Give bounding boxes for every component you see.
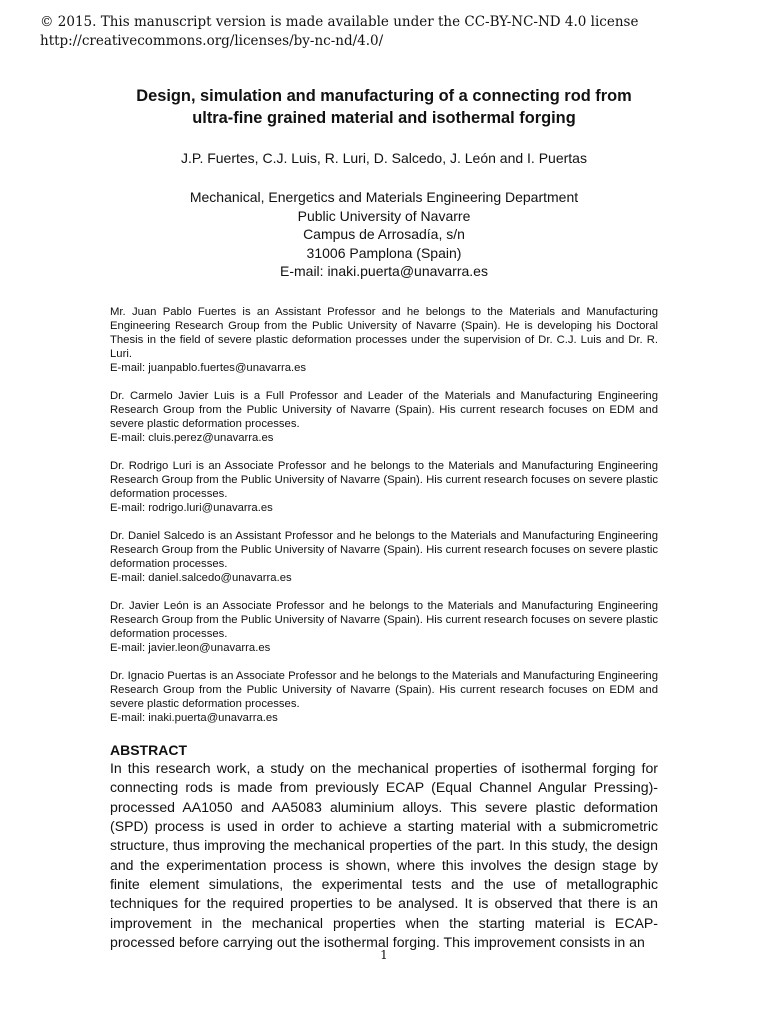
abstract-body: In this research work, a study on the mechanical properties of isothermal forging for connecting rods is made from previously ECAP (Equal Channel Angular Pressing)-processed AA1050 and AA5083 aluminium alloys. This severe plastic deformation (SPD) process is used in order to achieve a starting material with a submicrometric structure, thus improving the mechanical properties of the part. In this study, the design and the experimentation process is shown, where this involves the design stage by finite element simulations, the experimental tests and the use of metallographic techniques for the required properties to be analysed. It is observed that there is an improvement in the mechanical properties when the starting material is ECAP-processed before carrying out the isothermal forging. This improvement consists in an (110, 760, 658, 951)
bio-text: Dr. Daniel Salcedo is an Assistant Professor and he belongs to the Materials and Manufacturing Engineering Research Group from the Public University of Navarre (Spain). His current research focuses on severe plastic deformation processes. (110, 530, 658, 570)
affiliation-university: Public University of Navarre (297, 207, 471, 224)
author-bio (110, 305, 658, 375)
affiliation-campus: Campus de Arrosadía, s/n (303, 226, 465, 242)
bio-email: E-mail: javier.leon@unavarra.es (110, 642, 271, 654)
bio-email: E-mail: juanpablo.fuertes@unavarra.es (110, 362, 307, 374)
bio-text: Dr. Ignacio Puertas is an Associate Professor and he belongs to the Materials and Manufacturing Engineering Research Group from the Public University of Navarre (Spain). His current research focuses on EDM and severe plastic deformation processes. (110, 670, 658, 710)
bio-text: Dr. Rodrigo Luri is an Associate Professor and he belongs to the Materials and Manufacturing Engineering Research Group from the Public University of Navarre (Spain). His current research focuses on severe plastic deformation processes. (110, 460, 658, 500)
author-bio (110, 389, 658, 445)
license-url: http://creativecommons.org/licenses/by-nc-nd/4.0/ (40, 33, 384, 49)
author-bio (110, 529, 658, 585)
author-bio (110, 669, 658, 725)
title-line-1: Design, simulation and manufacturing of a connecting rod from (136, 87, 632, 105)
title-line-2: ultra-fine grained material and isothermal forging (192, 109, 576, 127)
license-notice (40, 13, 638, 51)
abstract-heading: ABSTRACT (110, 742, 187, 758)
author-list: J.P. Fuertes, C.J. Luis, R. Luri, D. Salcedo, J. León and I. Puertas (181, 150, 587, 166)
affiliation-email: E-mail: inaki.puerta@unavarra.es (280, 263, 488, 279)
page-number: 1 (380, 948, 388, 962)
affiliation-department: Mechanical, Energetics and Materials Engineering Department (189, 189, 579, 205)
author-bio (110, 459, 658, 515)
bio-text: Dr. Javier León is an Associate Professor and he belongs to the Materials and Manufacturing Engineering Research Group from the Public University of Navarre (Spain). His current research focuses on severe plastic deformation processes. (110, 600, 658, 640)
bio-email: E-mail: inaki.puerta@unavarra.es (110, 712, 278, 724)
affiliation-block (80, 188, 688, 281)
affiliation-city: 31006 Pamplona (Spain) (306, 244, 462, 261)
bio-email: E-mail: daniel.salcedo@unavarra.es (110, 572, 292, 584)
bio-text: Dr. Carmelo Javier Luis is a Full Professor and Leader of the Materials and Manufacturing Engineering Research Group from the Public University of Navarre (Spain). His current research focuses on EDM and severe plastic deformation processes. (110, 390, 658, 430)
bio-email: E-mail: rodrigo.luri@unavarra.es (110, 502, 273, 514)
bio-email: E-mail: cluis.perez@unavarra.es (110, 432, 274, 444)
license-statement: © 2015. This manuscript version is made available under the CC-BY-NC-ND 4.0 license (40, 14, 639, 30)
paper-title (80, 85, 688, 129)
bio-text: Mr. Juan Pablo Fuertes is an Assistant Professor and he belongs to the Materials and Manufacturing Engineering Research Group from the Public University of Navarre (Spain). He is developing his Doctoral Thesis in the field of severe plastic deformation processes under the supervision of Dr. C.J. Luis and Dr. R. Luri. (110, 306, 658, 360)
author-bio (110, 599, 658, 655)
